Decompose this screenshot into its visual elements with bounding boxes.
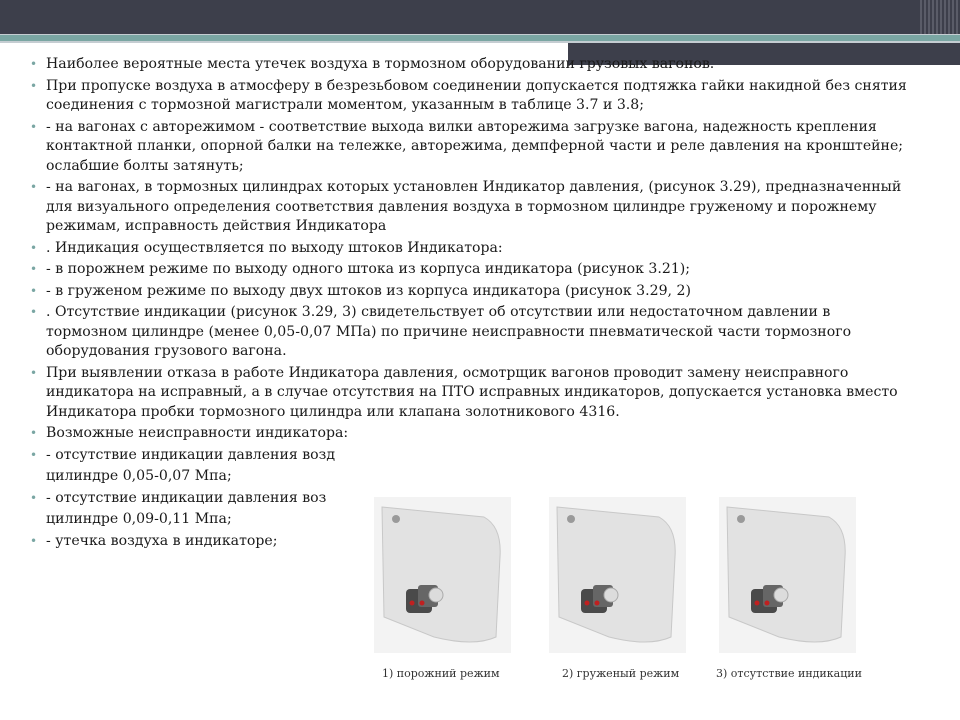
list-item-continuation: цилиндре 0,05-0,07 Мпа;	[46, 468, 232, 484]
list-item: • - на вагонах, в тормозных цилиндрах которых установлен Индикатор давления, (рисунок 3.29), предназначенный для визуального определения соответствия давления воздуха в тормозном цилиндре груженому и порожнему режимам, исправность действия Индикатора	[30, 179, 902, 234]
figure-caption: 1) порожний режим	[382, 667, 500, 680]
bullet-icon: •	[30, 490, 38, 505]
bullet-icon: •	[30, 78, 38, 93]
slide-header-bar	[0, 0, 960, 34]
figure-loaded-mode	[549, 497, 686, 653]
bullet-icon: •	[30, 447, 38, 462]
indicator-plate-image	[374, 497, 511, 653]
accent-teal-line	[0, 35, 960, 41]
indicator-plate-image	[719, 497, 856, 653]
list-item: • - утечка воздуха в индикаторе;	[30, 532, 910, 552]
list-item: • - отсутствие индикации давления воз	[30, 489, 910, 509]
figure-caption: 2) груженый режим	[562, 667, 680, 680]
bullet-list	[30, 55, 910, 553]
list-item: • . Индикация осуществляется по выходу штоков Индикатора:	[30, 239, 910, 259]
bullet-icon: •	[30, 283, 38, 298]
list-item: • Возможные неисправности индикатора:	[30, 424, 910, 444]
list-item: • - на вагонах с авторежимом - соответствие выхода вилки авторежима загрузке вагона, надежность крепления контактной планки, опорной балки на тележке, авторежима, демпферной части и реле давления на кронштейне; ослабшие болты затянуть;	[30, 118, 904, 174]
bullet-icon: •	[30, 533, 38, 548]
bullet-icon: •	[30, 305, 38, 319]
bullet-icon: •	[30, 365, 38, 380]
figure-caption: 3) отсутствие индикации	[716, 667, 862, 680]
list-item: • - отсутствие индикации давления возд	[30, 446, 910, 466]
figure-no-indication	[719, 497, 856, 653]
bullet-icon: •	[30, 57, 38, 71]
bullet-icon: •	[30, 262, 38, 276]
list-item: • При пропуске воздуха в атмосферу в безрезьбовом соединении допускается подтяжка гайки накидной без снятия соединения с тормозной магистрали моментом, указанным в таблице 3.7 и 3.8;	[30, 77, 907, 113]
bullet-icon: •	[30, 180, 38, 194]
bullet-icon: •	[30, 240, 38, 255]
list-item: • - в порожнем режиме по выходу одного штока из корпуса индикатора (рисунок 3.21);	[30, 260, 910, 280]
indicator-figures	[374, 497, 874, 697]
list-item: • При выявлении отказа в работе Индикатора давления, осмотрщик вагонов проводит замену неисправного индикатора на исправный, а в случае отсутствия на ПТО исправных индикаторов, допускается установка вместо Индикатора пробки тормозного цилиндра или клапана золотникового 4316.	[30, 364, 898, 420]
list-item: • - в груженом режиме по выходу двух штоков из корпуса индикатора (рисунок 3.29, 2)	[30, 282, 910, 302]
bullet-icon: •	[30, 426, 38, 440]
indicator-plate-image	[549, 497, 686, 653]
list-item-continuation: цилиндре 0,09-0,11 Мпа;	[46, 511, 232, 527]
header-stripes	[920, 0, 960, 34]
list-item: • Наиболее вероятные места утечек воздуха в тормозном оборудовании грузовых вагонов.	[30, 55, 910, 75]
list-item: • . Отсутствие индикации (рисунок 3.29, 3) свидетельствует об отсутствии или недостаточном давлении в тормозном цилиндре (менее 0,05-0,07 МПа) по причине неисправности пневматической части тормозного оборудования грузового вагона.	[30, 304, 852, 359]
bullet-icon: •	[30, 119, 38, 134]
figure-empty-mode	[374, 497, 511, 653]
